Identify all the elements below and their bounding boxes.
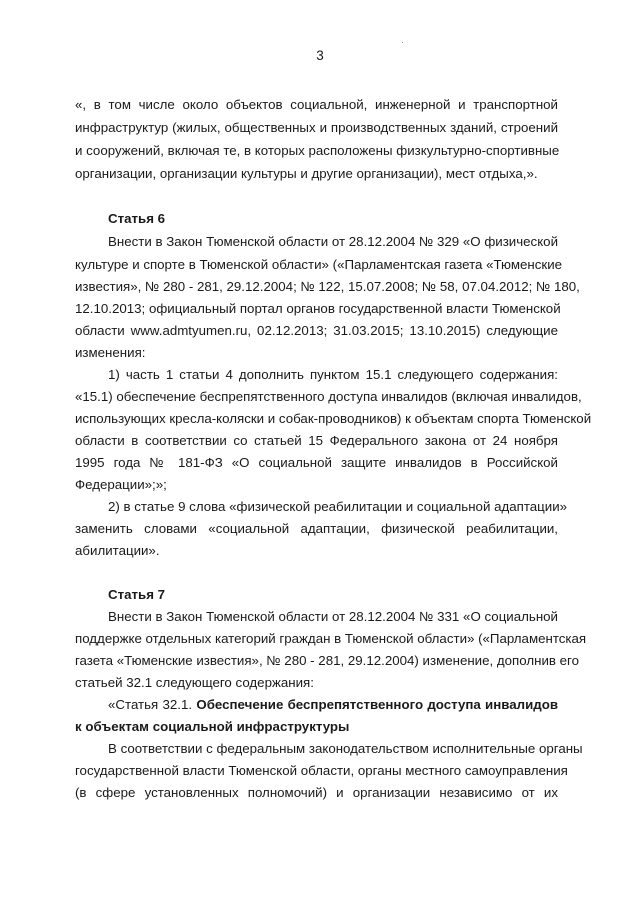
text-line: «15.1) обеспечение беспрепятственного доступа инвалидов (включая инвалидов, <box>75 389 582 404</box>
text-line <box>75 719 558 735</box>
text-line: инфраструктур (жилых, общественных и производственных зданий, строений <box>75 120 558 135</box>
new-article-title-line2: к объектам социальной инфраструктуры <box>75 719 350 734</box>
new-article-title-line1: Обеспечение беспрепятственного доступа инвалидов <box>196 697 558 712</box>
text-line: «, в том числе около объектов социальной, инженерной и транспортной <box>75 97 558 112</box>
text-line: 1995 года № 181-ФЗ «О социальной защите инвалидов в Российской <box>75 455 558 470</box>
text-line: заменить словами «социальной адаптации, физической реабилитации, <box>75 521 558 536</box>
text-line: Внести в Закон Тюменской области от 28.12.2004 № 331 «О социальной <box>108 609 558 624</box>
text-line: Федерации»;»; <box>75 477 167 492</box>
text-line: государственной власти Тюменской области, органы местного самоуправления <box>75 763 568 778</box>
article-heading: Статья 7 <box>108 587 166 602</box>
text-line: известия», № 280 - 281, 29.12.2004; № 122, 15.07.2008; № 58, 07.04.2012; № 180, <box>75 279 580 294</box>
text-line: поддержке отдельных категорий граждан в Тюменской области» («Парламентская <box>75 631 587 646</box>
text-line: 12.10.2013; официальный портал органов государственной власти Тюменской <box>75 301 561 316</box>
text-line: и сооружений, включая те, в которых расположены физкультурно-спортивные <box>75 143 560 158</box>
article-heading: Статья 6 <box>108 211 166 226</box>
text-line: организации, организации культуры и другие организации), мест отдыха,». <box>75 166 538 181</box>
page-number: 3 <box>316 48 324 63</box>
text-line: Внести в Закон Тюменской области от 28.12.2004 № 329 «О физической <box>108 234 558 249</box>
text-line: использующих кресла-коляски и собак-проводников) к объектам спорта Тюменской <box>75 411 592 426</box>
text-line: газета «Тюменские известия», № 280 - 281, 29.12.2004) изменение, дополнив его <box>75 653 579 668</box>
text-line: 2) в статье 9 слова «физической реабилитации и социальной адаптации» <box>108 499 568 514</box>
text-line: изменения: <box>75 345 146 360</box>
text-line: статьей 32.1 следующего содержания: <box>75 675 314 690</box>
scan-speck <box>402 42 403 43</box>
text-line: В соответствии с федеральным законодательством исполнительные органы <box>108 741 583 756</box>
text-line: абилитации». <box>75 543 160 558</box>
text-line: области www.admtyumen.ru, 02.12.2013; 31.03.2015; 13.10.2015) следующие <box>75 323 558 338</box>
text-line: культуре и спорте в Тюменской области» («Парламентская газета «Тюменские <box>75 257 563 272</box>
text-line: 1) часть 1 статьи 4 дополнить пунктом 15.1 следующего содержания: <box>108 367 558 382</box>
new-article-title <box>108 697 558 713</box>
text-line: (в сфере установленных полномочий) и организации независимо от их <box>75 785 558 800</box>
new-article-prefix: «Статья 32.1. <box>108 697 193 712</box>
text-line: области в соответствии со статьей 15 Федерального закона от 24 ноября <box>75 433 558 448</box>
